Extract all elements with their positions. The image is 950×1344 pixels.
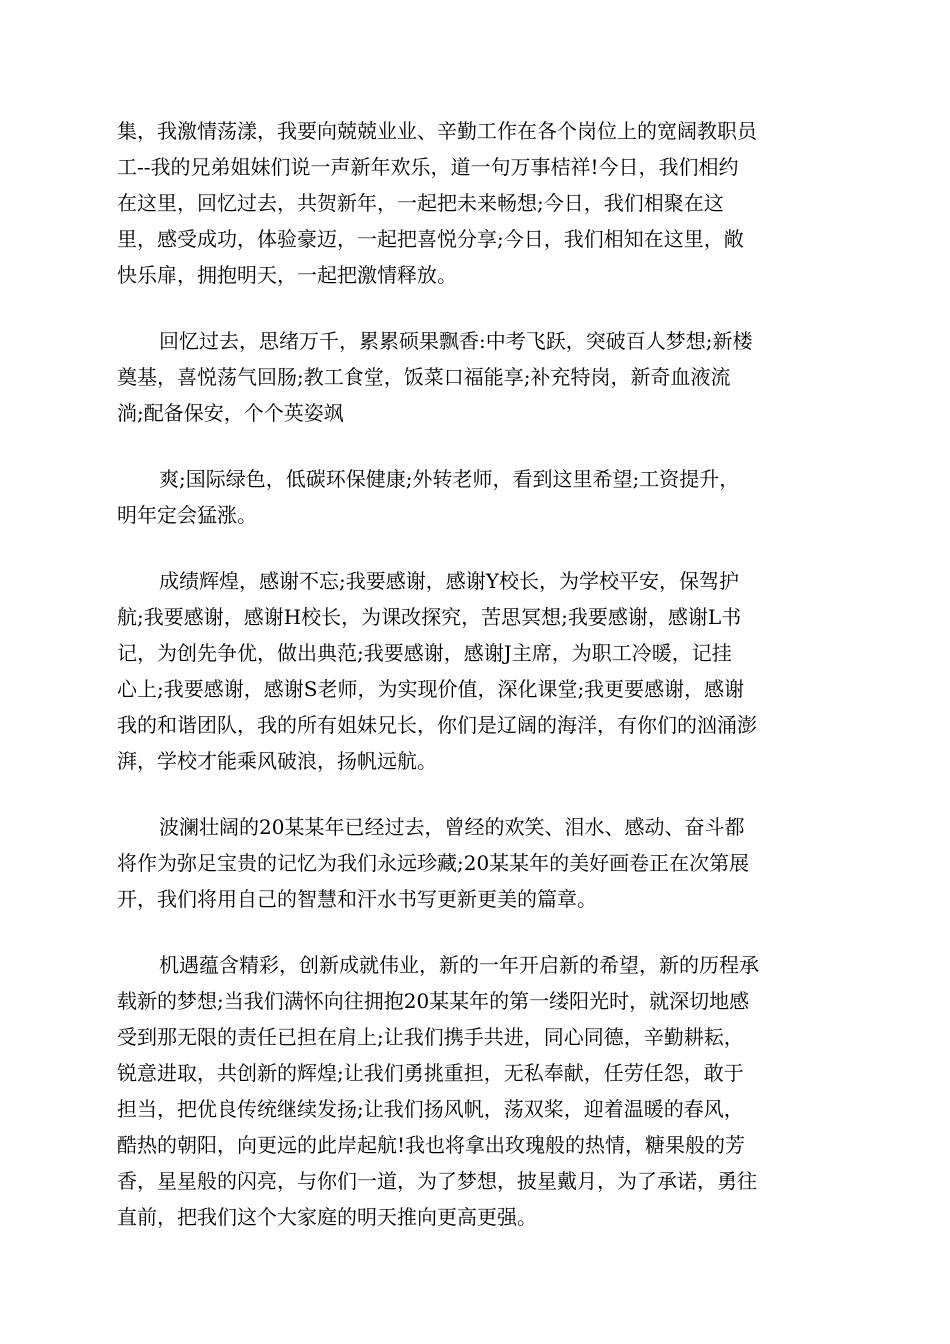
paragraph-6: 机遇蕴含精彩，创新成就伟业，新的一年开启新的希望，新的历程承 载新的梦想;当我们满怀向往拥抱20某某年的第一缕阳光时，就深切地感 受到那无限的责任已担在肩上;让我们携手共进，同心同德，辛勤耕耘， 锐意进取，共创新的辉煌;让我们勇挑重担，无私奉献，任劳任怨，敢于 担当，把优良传统继续发扬;让我们扬风帆，荡双桨，迎着温暖的春风， 酷热的朝阳，向更远的此岸起航!我也将拿出玫瑰般的热情，糖果般的芳 香，星星般的闪亮，与你们一道，为了梦想，披星戴月，为了承诺，勇往 直前，把我们这个大家庭的明天推向更高更强。 — [117, 953, 759, 1229]
document-page — [117, 113, 837, 1265]
paragraph-4: 成绩辉煌，感谢不忘;我要感谢，感谢Y校长，为学校平安，保驾护 航;我要感谢，感谢H校长，为课改探究，苦思冥想;我要感谢，感谢L书 记，为创先争优，做出典范;我要感谢，感谢J主席，为职工冷暖，记挂 心上;我要感谢，感谢S老师，为实现价值，深化课堂;我更要感谢，感谢 我的和谐团队，我的所有姐妹兄长，你们是辽阔的海洋，有你们的汹涌澎 湃，学校才能乘风破浪，扬帆远航。 — [117, 569, 757, 773]
paragraph-2: 回忆过去，思绪万千，累累硕果飘香:中考飞跃，突破百人梦想;新楼 奠基，喜悦荡气回肠;教工食堂，饭菜口福能享;补充特岗，新奇血液流 淌;配备保安，个个英姿飒 — [117, 329, 753, 425]
paragraph-3: 爽;国际绿色，低碳环保健康;外转老师，看到这里希望;工资提升， 明年定会猛涨。 — [117, 467, 740, 527]
paragraph-5: 波澜壮阔的20某某年已经过去，曾经的欢笑、泪水、感动、奋斗都 将作为弥足宝贵的记忆为我们永远珍藏;20某某年的美好画卷正在次第展 开，我们将用自己的智慧和汗水书写更新更美的篇章。 — [117, 815, 750, 911]
paragraph-1: 集，我激情荡漾，我要向兢兢业业、辛勤工作在各个岗位上的宽阔教职员 工--我的兄弟姐妹们说一声新年欢乐，道一句万事桔祥!今日，我们相约 在这里，回忆过去，共贺新年，一起把未来畅想;今日，我们相聚在这 里，感受成功，体验豪迈，一起把喜悦分享;今日，我们相知在这里，敞 快乐扉，拥抱明天，一起把激情释放。 — [117, 119, 757, 287]
